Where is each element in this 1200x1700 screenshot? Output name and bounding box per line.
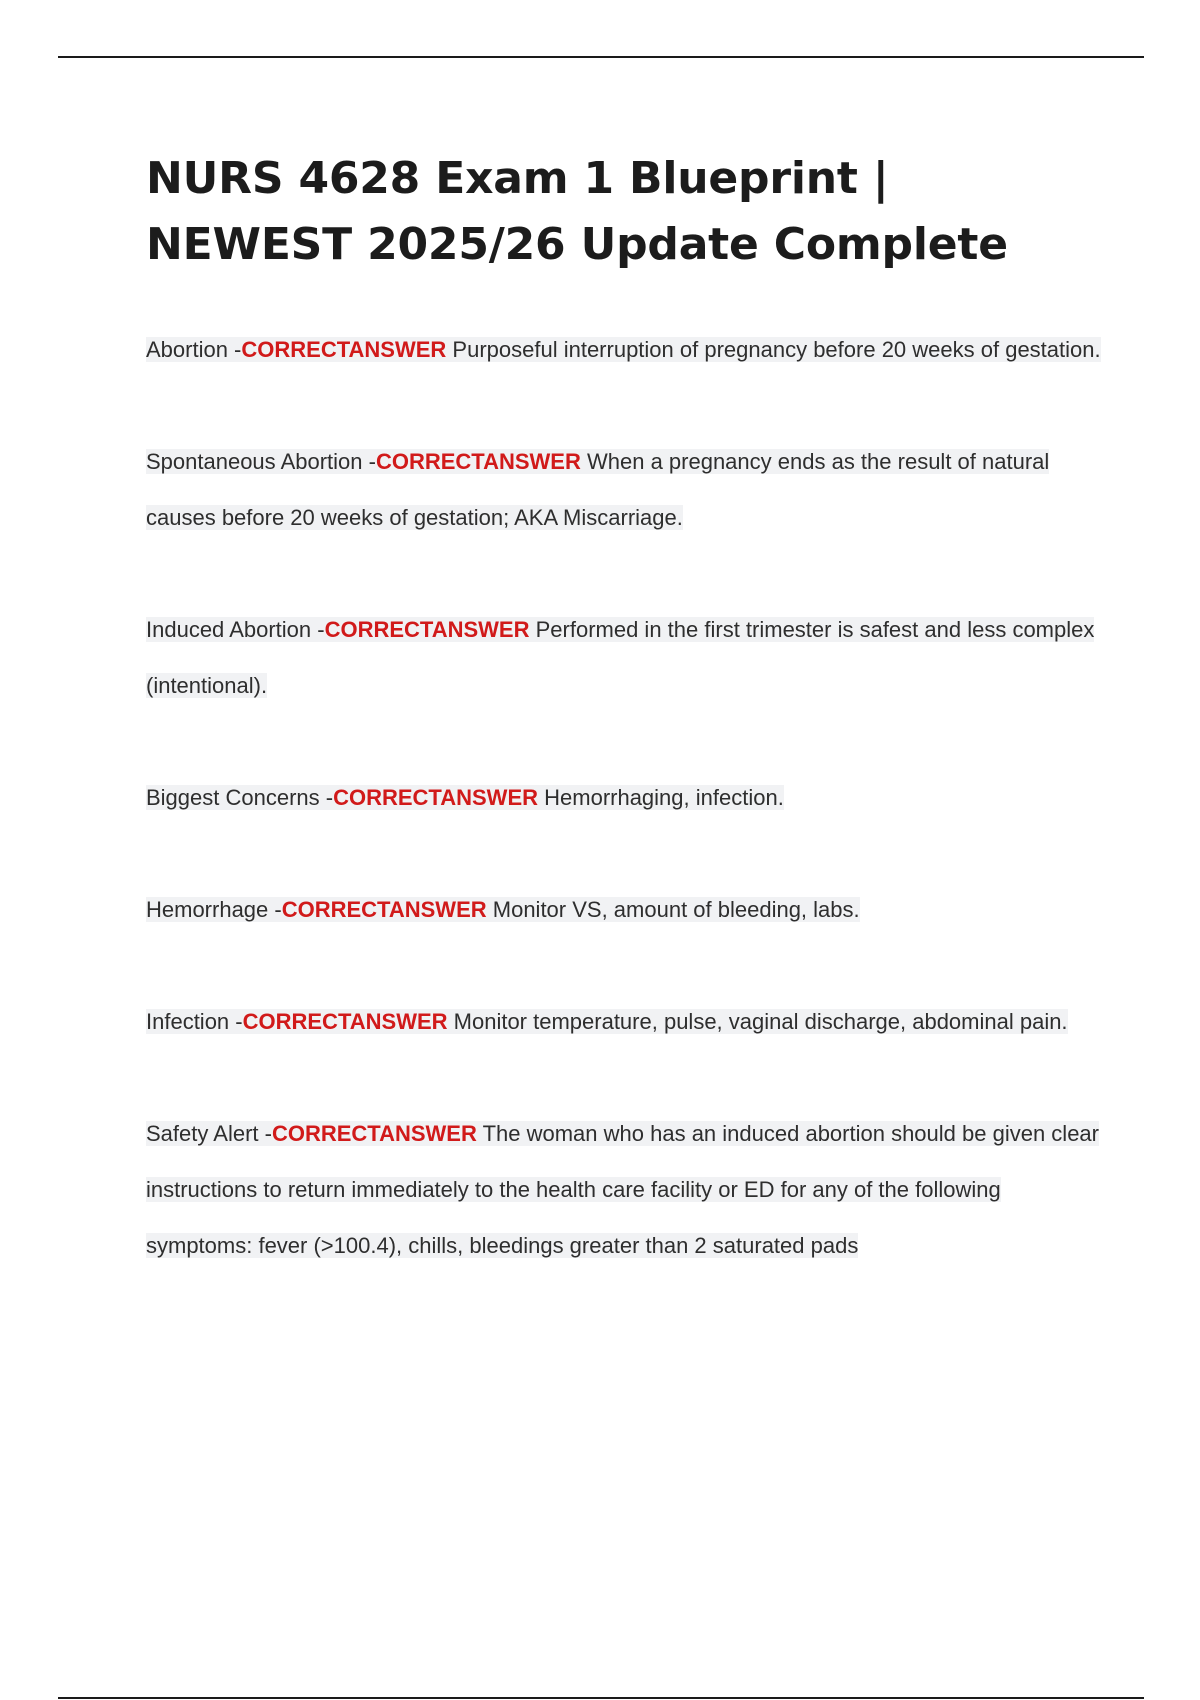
correct-answer-label: CORRECTANSWER	[271, 1121, 477, 1146]
qa-entry-biggest-concerns	[146, 770, 1106, 826]
qa-entry-safety-alert	[146, 1106, 1106, 1274]
entry-term: Spontaneous Abortion -	[146, 449, 376, 474]
qa-entry-hemorrhage	[146, 882, 1106, 938]
entry-definition: The woman who has an induced abortion should be given clear instructions to return immediately to the health care facility or ED for any of the following symptoms: fever (>100.4), chills, bleedings greater than 2 saturated pads	[146, 1121, 1099, 1258]
entry-term: Abortion -	[146, 337, 242, 362]
qa-entry-induced-abortion	[146, 602, 1106, 714]
document-body	[146, 146, 1106, 1330]
entry-term: Biggest Concerns -	[146, 785, 334, 810]
qa-entry-spontaneous-abortion	[146, 434, 1106, 546]
entry-definition: When a pregnancy ends as the result of natural causes before 20 weeks of gestation; AKA Miscarriage.	[146, 449, 1050, 530]
correct-answer-label: CORRECTANSWER	[242, 1009, 448, 1034]
correct-answer-label: CORRECTANSWER	[281, 897, 487, 922]
bottom-rule	[58, 1697, 1144, 1699]
entry-term: Induced Abortion -	[146, 617, 325, 642]
correct-answer-label: CORRECTANSWER	[241, 337, 447, 362]
qa-entry-abortion	[146, 322, 1106, 378]
document-title: NURS 4628 Exam 1 Blueprint | NEWEST 2025/26 Update Complete	[146, 153, 1008, 270]
entry-term: Infection -	[146, 1009, 243, 1034]
correct-answer-label: CORRECTANSWER	[324, 617, 530, 642]
top-rule	[58, 56, 1144, 58]
entry-term: Hemorrhage -	[146, 897, 282, 922]
entry-term: Safety Alert -	[146, 1121, 272, 1146]
entry-definition: Purposeful interruption of pregnancy before 20 weeks of gestation.	[446, 337, 1101, 362]
qa-entry-infection	[146, 994, 1106, 1050]
entry-definition: Monitor temperature, pulse, vaginal discharge, abdominal pain.	[447, 1009, 1068, 1034]
entry-definition: Performed in the first trimester is safest and less complex (intentional).	[146, 617, 1095, 698]
entry-definition: Hemorrhaging, infection.	[538, 785, 784, 810]
correct-answer-label: CORRECTANSWER	[375, 449, 581, 474]
entry-definition: Monitor VS, amount of bleeding, labs.	[486, 897, 860, 922]
correct-answer-label: CORRECTANSWER	[333, 785, 539, 810]
